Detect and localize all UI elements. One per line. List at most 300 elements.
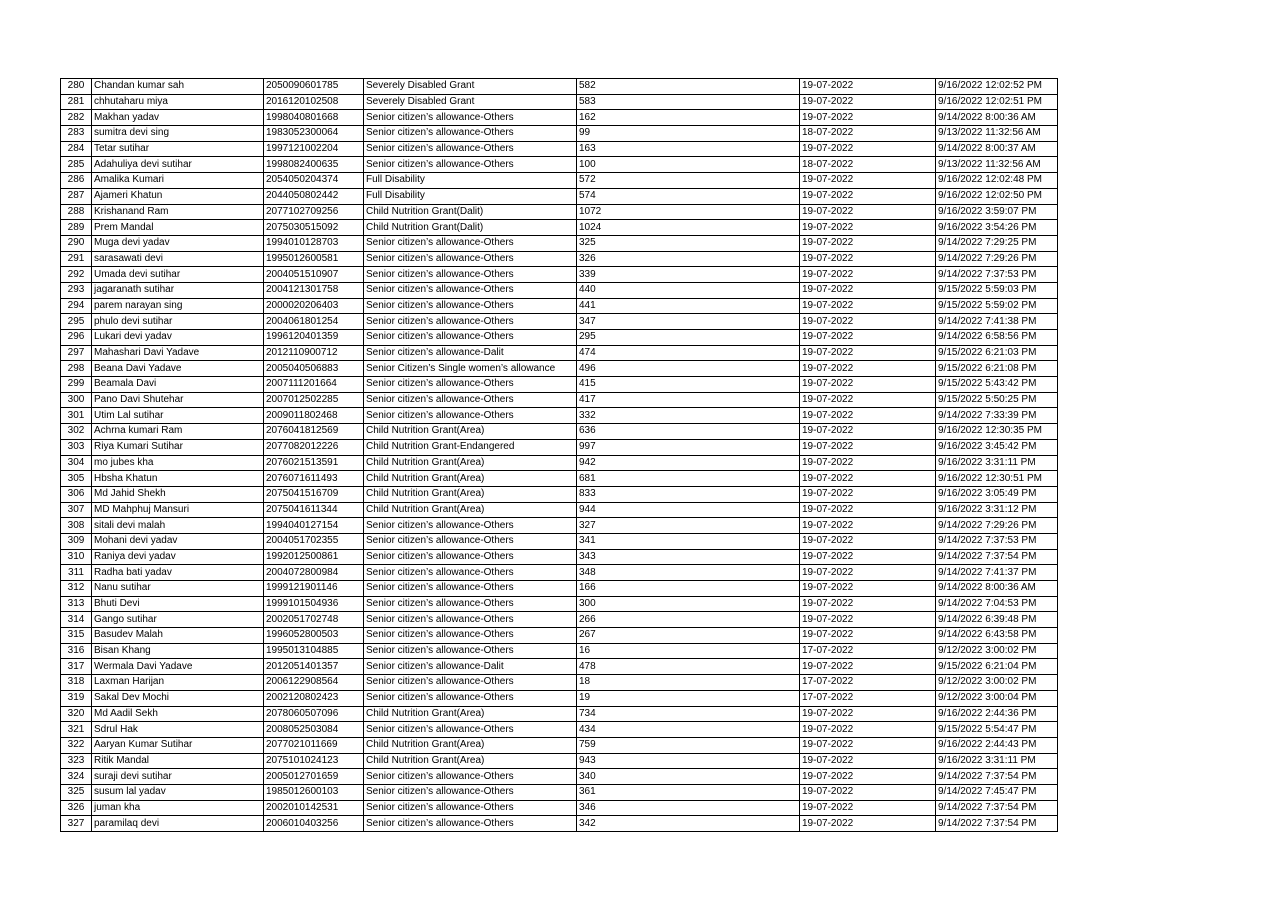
beneficiary-name-cell: Chandan kumar sah — [92, 79, 264, 95]
date-cell: 19-07-2022 — [800, 800, 936, 816]
id-number-cell: 1995012600581 — [264, 251, 364, 267]
allowance-type-cell: Child Nutrition Grant-Endangered — [364, 439, 577, 455]
serial-number-cell: 287 — [61, 188, 92, 204]
allowance-type-cell: Senior citizen’s allowance-Others — [364, 126, 577, 142]
record-number-cell: 327 — [577, 518, 800, 534]
allowance-type-cell: Senior citizen’s allowance-Dalit — [364, 659, 577, 675]
id-number-cell: 2000020206403 — [264, 298, 364, 314]
table-row — [61, 314, 1058, 330]
allowance-type-cell: Senior citizen’s allowance-Others — [364, 565, 577, 581]
date-cell: 19-07-2022 — [800, 330, 936, 346]
table-row — [61, 675, 1058, 691]
record-number-cell: 440 — [577, 282, 800, 298]
beneficiary-name-cell: paramilaq devi — [92, 816, 264, 832]
table-row — [61, 377, 1058, 393]
timestamp-cell: 9/14/2022 7:37:53 PM — [936, 267, 1058, 283]
record-number-cell: 332 — [577, 408, 800, 424]
beneficiary-name-cell: Raniya devi yadav — [92, 549, 264, 565]
allowance-type-cell: Child Nutrition Grant(Area) — [364, 502, 577, 518]
beneficiary-name-cell: Beamala Davi — [92, 377, 264, 393]
table-row — [61, 533, 1058, 549]
beneficiary-name-cell: Krishanand Ram — [92, 204, 264, 220]
beneficiary-name-cell: Aaryan Kumar Sutihar — [92, 737, 264, 753]
record-number-cell: 434 — [577, 722, 800, 738]
record-number-cell: 342 — [577, 816, 800, 832]
table-row — [61, 345, 1058, 361]
beneficiary-name-cell: susum lal yadav — [92, 784, 264, 800]
id-number-cell: 2009011802468 — [264, 408, 364, 424]
record-number-cell: 759 — [577, 737, 800, 753]
date-cell: 19-07-2022 — [800, 314, 936, 330]
serial-number-cell: 303 — [61, 439, 92, 455]
record-number-cell: 944 — [577, 502, 800, 518]
serial-number-cell: 327 — [61, 816, 92, 832]
table-row — [61, 471, 1058, 487]
serial-number-cell: 304 — [61, 455, 92, 471]
id-number-cell: 1997121002204 — [264, 141, 364, 157]
table-row — [61, 439, 1058, 455]
timestamp-cell: 9/15/2022 6:21:04 PM — [936, 659, 1058, 675]
timestamp-cell: 9/14/2022 8:00:37 AM — [936, 141, 1058, 157]
id-number-cell: 2077021011669 — [264, 737, 364, 753]
allowance-type-cell: Child Nutrition Grant(Area) — [364, 737, 577, 753]
serial-number-cell: 300 — [61, 392, 92, 408]
record-number-cell: 16 — [577, 643, 800, 659]
id-number-cell: 2076021513591 — [264, 455, 364, 471]
table-row — [61, 424, 1058, 440]
allowance-type-cell: Senior citizen’s allowance-Others — [364, 816, 577, 832]
record-number-cell: 343 — [577, 549, 800, 565]
serial-number-cell: 283 — [61, 126, 92, 142]
id-number-cell: 1995013104885 — [264, 643, 364, 659]
timestamp-cell: 9/16/2022 3:31:12 PM — [936, 502, 1058, 518]
table-body — [61, 79, 1058, 832]
record-number-cell: 574 — [577, 188, 800, 204]
date-cell: 19-07-2022 — [800, 549, 936, 565]
id-number-cell: 2002051702748 — [264, 612, 364, 628]
id-number-cell: 2077102709256 — [264, 204, 364, 220]
beneficiary-table — [60, 78, 1058, 832]
serial-number-cell: 291 — [61, 251, 92, 267]
id-number-cell: 2075030515092 — [264, 220, 364, 236]
record-number-cell: 496 — [577, 361, 800, 377]
timestamp-cell: 9/16/2022 3:54:26 PM — [936, 220, 1058, 236]
serial-number-cell: 308 — [61, 518, 92, 534]
record-number-cell: 162 — [577, 110, 800, 126]
timestamp-cell: 9/15/2022 5:54:47 PM — [936, 722, 1058, 738]
date-cell: 19-07-2022 — [800, 204, 936, 220]
id-number-cell: 2007111201664 — [264, 377, 364, 393]
beneficiary-name-cell: Mohani devi yadav — [92, 533, 264, 549]
record-number-cell: 1024 — [577, 220, 800, 236]
timestamp-cell: 9/16/2022 12:02:50 PM — [936, 188, 1058, 204]
date-cell: 19-07-2022 — [800, 471, 936, 487]
date-cell: 17-07-2022 — [800, 643, 936, 659]
serial-number-cell: 326 — [61, 800, 92, 816]
timestamp-cell: 9/13/2022 11:32:56 AM — [936, 157, 1058, 173]
serial-number-cell: 315 — [61, 628, 92, 644]
id-number-cell: 2006122908564 — [264, 675, 364, 691]
id-number-cell: 1994010128703 — [264, 235, 364, 251]
beneficiary-name-cell: phulo devi sutihar — [92, 314, 264, 330]
serial-number-cell: 289 — [61, 220, 92, 236]
table-row — [61, 173, 1058, 189]
record-number-cell: 18 — [577, 675, 800, 691]
beneficiary-name-cell: Nanu sutihar — [92, 581, 264, 597]
record-number-cell: 361 — [577, 784, 800, 800]
date-cell: 19-07-2022 — [800, 502, 936, 518]
date-cell: 19-07-2022 — [800, 361, 936, 377]
record-number-cell: 681 — [577, 471, 800, 487]
beneficiary-name-cell: Hbsha Khatun — [92, 471, 264, 487]
timestamp-cell: 9/14/2022 7:41:38 PM — [936, 314, 1058, 330]
timestamp-cell: 9/14/2022 7:37:54 PM — [936, 816, 1058, 832]
timestamp-cell: 9/14/2022 7:37:54 PM — [936, 800, 1058, 816]
beneficiary-name-cell: Mahashari Davi Yadave — [92, 345, 264, 361]
record-number-cell: 997 — [577, 439, 800, 455]
allowance-type-cell: Senior citizen’s allowance-Others — [364, 581, 577, 597]
record-number-cell: 478 — [577, 659, 800, 675]
allowance-type-cell: Child Nutrition Grant(Dalit) — [364, 220, 577, 236]
table-row — [61, 126, 1058, 142]
table-row — [61, 612, 1058, 628]
date-cell: 19-07-2022 — [800, 706, 936, 722]
beneficiary-name-cell: Ritik Mandal — [92, 753, 264, 769]
serial-number-cell: 298 — [61, 361, 92, 377]
beneficiary-name-cell: Adahuliya devi sutihar — [92, 157, 264, 173]
timestamp-cell: 9/14/2022 7:37:54 PM — [936, 769, 1058, 785]
allowance-type-cell: Senior citizen’s allowance-Others — [364, 141, 577, 157]
allowance-type-cell: Severely Disabled Grant — [364, 79, 577, 95]
date-cell: 19-07-2022 — [800, 784, 936, 800]
timestamp-cell: 9/14/2022 7:29:26 PM — [936, 251, 1058, 267]
id-number-cell: 2004051510907 — [264, 267, 364, 283]
beneficiary-name-cell: Lukari devi yadav — [92, 330, 264, 346]
beneficiary-name-cell: Sakal Dev Mochi — [92, 690, 264, 706]
date-cell: 19-07-2022 — [800, 141, 936, 157]
beneficiary-name-cell: Muga devi yadav — [92, 235, 264, 251]
allowance-type-cell: Senior citizen’s allowance-Others — [364, 628, 577, 644]
table-row — [61, 94, 1058, 110]
timestamp-cell: 9/14/2022 7:29:26 PM — [936, 518, 1058, 534]
id-number-cell: 2005040506883 — [264, 361, 364, 377]
serial-number-cell: 293 — [61, 282, 92, 298]
beneficiary-name-cell: suraji devi sutihar — [92, 769, 264, 785]
beneficiary-name-cell: sarasawati devi — [92, 251, 264, 267]
record-number-cell: 295 — [577, 330, 800, 346]
beneficiary-name-cell: Gango sutihar — [92, 612, 264, 628]
serial-number-cell: 310 — [61, 549, 92, 565]
beneficiary-name-cell: chhutaharu miya — [92, 94, 264, 110]
timestamp-cell: 9/12/2022 3:00:04 PM — [936, 690, 1058, 706]
id-number-cell: 1998082400635 — [264, 157, 364, 173]
date-cell: 18-07-2022 — [800, 157, 936, 173]
allowance-type-cell: Child Nutrition Grant(Area) — [364, 706, 577, 722]
serial-number-cell: 312 — [61, 581, 92, 597]
table-row — [61, 282, 1058, 298]
id-number-cell: 2050090601785 — [264, 79, 364, 95]
date-cell: 19-07-2022 — [800, 282, 936, 298]
timestamp-cell: 9/14/2022 7:29:25 PM — [936, 235, 1058, 251]
table-row — [61, 784, 1058, 800]
timestamp-cell: 9/12/2022 3:00:02 PM — [936, 643, 1058, 659]
timestamp-cell: 9/15/2022 6:21:08 PM — [936, 361, 1058, 377]
record-number-cell: 99 — [577, 126, 800, 142]
beneficiary-name-cell: sumitra devi sing — [92, 126, 264, 142]
serial-number-cell: 309 — [61, 533, 92, 549]
record-number-cell: 582 — [577, 79, 800, 95]
date-cell: 19-07-2022 — [800, 816, 936, 832]
record-number-cell: 636 — [577, 424, 800, 440]
allowance-type-cell: Senior citizen’s allowance-Others — [364, 267, 577, 283]
id-number-cell: 2075101024123 — [264, 753, 364, 769]
id-number-cell: 2078060507096 — [264, 706, 364, 722]
record-number-cell: 943 — [577, 753, 800, 769]
table-row — [61, 392, 1058, 408]
serial-number-cell: 314 — [61, 612, 92, 628]
record-number-cell: 325 — [577, 235, 800, 251]
beneficiary-name-cell: Bhuti Devi — [92, 596, 264, 612]
date-cell: 19-07-2022 — [800, 235, 936, 251]
date-cell: 19-07-2022 — [800, 737, 936, 753]
timestamp-cell: 9/14/2022 8:00:36 AM — [936, 110, 1058, 126]
timestamp-cell: 9/16/2022 12:30:35 PM — [936, 424, 1058, 440]
beneficiary-name-cell: mo jubes kha — [92, 455, 264, 471]
timestamp-cell: 9/14/2022 7:37:53 PM — [936, 533, 1058, 549]
date-cell: 17-07-2022 — [800, 690, 936, 706]
id-number-cell: 2076071611493 — [264, 471, 364, 487]
beneficiary-name-cell: sitali devi malah — [92, 518, 264, 534]
id-number-cell: 2054050204374 — [264, 173, 364, 189]
date-cell: 19-07-2022 — [800, 581, 936, 597]
allowance-type-cell: Senior citizen’s allowance-Others — [364, 314, 577, 330]
date-cell: 19-07-2022 — [800, 392, 936, 408]
date-cell: 19-07-2022 — [800, 267, 936, 283]
serial-number-cell: 296 — [61, 330, 92, 346]
timestamp-cell: 9/16/2022 3:31:11 PM — [936, 455, 1058, 471]
allowance-type-cell: Senior citizen’s allowance-Others — [364, 596, 577, 612]
beneficiary-name-cell: Ajameri Khatun — [92, 188, 264, 204]
id-number-cell: 2044050802442 — [264, 188, 364, 204]
timestamp-cell: 9/13/2022 11:32:56 AM — [936, 126, 1058, 142]
timestamp-cell: 9/16/2022 3:31:11 PM — [936, 753, 1058, 769]
timestamp-cell: 9/16/2022 3:59:07 PM — [936, 204, 1058, 220]
date-cell: 19-07-2022 — [800, 518, 936, 534]
date-cell: 19-07-2022 — [800, 173, 936, 189]
table-row — [61, 800, 1058, 816]
allowance-type-cell: Senior citizen’s allowance-Others — [364, 722, 577, 738]
id-number-cell: 1999101504936 — [264, 596, 364, 612]
table-row — [61, 408, 1058, 424]
record-number-cell: 474 — [577, 345, 800, 361]
timestamp-cell: 9/16/2022 12:02:48 PM — [936, 173, 1058, 189]
date-cell: 19-07-2022 — [800, 628, 936, 644]
serial-number-cell: 305 — [61, 471, 92, 487]
table-row — [61, 643, 1058, 659]
allowance-type-cell: Senior citizen’s allowance-Others — [364, 235, 577, 251]
id-number-cell: 2007012502285 — [264, 392, 364, 408]
table-row — [61, 753, 1058, 769]
table-row — [61, 769, 1058, 785]
table-row — [61, 188, 1058, 204]
serial-number-cell: 285 — [61, 157, 92, 173]
timestamp-cell: 9/14/2022 6:43:58 PM — [936, 628, 1058, 644]
date-cell: 19-07-2022 — [800, 94, 936, 110]
timestamp-cell: 9/16/2022 3:45:42 PM — [936, 439, 1058, 455]
beneficiary-name-cell: Prem Mandal — [92, 220, 264, 236]
record-number-cell: 1072 — [577, 204, 800, 220]
date-cell: 19-07-2022 — [800, 408, 936, 424]
serial-number-cell: 322 — [61, 737, 92, 753]
serial-number-cell: 297 — [61, 345, 92, 361]
record-number-cell: 347 — [577, 314, 800, 330]
serial-number-cell: 313 — [61, 596, 92, 612]
date-cell: 19-07-2022 — [800, 79, 936, 95]
record-number-cell: 942 — [577, 455, 800, 471]
allowance-type-cell: Senior citizen’s allowance-Others — [364, 643, 577, 659]
allowance-type-cell: Senior citizen’s allowance-Others — [364, 377, 577, 393]
id-number-cell: 2012051401357 — [264, 659, 364, 675]
record-number-cell: 341 — [577, 533, 800, 549]
allowance-type-cell: Senior citizen’s allowance-Others — [364, 800, 577, 816]
table-row — [61, 565, 1058, 581]
beneficiary-name-cell: Basudev Malah — [92, 628, 264, 644]
beneficiary-name-cell: Amalika Kumari — [92, 173, 264, 189]
allowance-type-cell: Full Disability — [364, 173, 577, 189]
timestamp-cell: 9/16/2022 2:44:36 PM — [936, 706, 1058, 722]
serial-number-cell: 292 — [61, 267, 92, 283]
beneficiary-name-cell: Md Aadil Sekh — [92, 706, 264, 722]
id-number-cell: 2008052503084 — [264, 722, 364, 738]
allowance-type-cell: Senior citizen’s allowance-Others — [364, 282, 577, 298]
allowance-type-cell: Senior citizen’s allowance-Others — [364, 784, 577, 800]
allowance-type-cell: Child Nutrition Grant(Dalit) — [364, 204, 577, 220]
id-number-cell: 2005012701659 — [264, 769, 364, 785]
timestamp-cell: 9/16/2022 12:02:52 PM — [936, 79, 1058, 95]
allowance-type-cell: Senior citizen’s allowance-Others — [364, 157, 577, 173]
id-number-cell: 1983052300064 — [264, 126, 364, 142]
date-cell: 19-07-2022 — [800, 110, 936, 126]
timestamp-cell: 9/15/2022 5:50:25 PM — [936, 392, 1058, 408]
table-row — [61, 267, 1058, 283]
table-row — [61, 220, 1058, 236]
allowance-type-cell: Senior citizen’s allowance-Others — [364, 330, 577, 346]
serial-number-cell: 294 — [61, 298, 92, 314]
allowance-type-cell: Senior citizen’s allowance-Dalit — [364, 345, 577, 361]
beneficiary-name-cell: jagaranath sutihar — [92, 282, 264, 298]
beneficiary-name-cell: Bisan Khang — [92, 643, 264, 659]
record-number-cell: 415 — [577, 377, 800, 393]
serial-number-cell: 317 — [61, 659, 92, 675]
allowance-type-cell: Senior citizen’s allowance-Others — [364, 769, 577, 785]
id-number-cell: 1998040801668 — [264, 110, 364, 126]
date-cell: 19-07-2022 — [800, 455, 936, 471]
beneficiary-name-cell: Sdrul Hak — [92, 722, 264, 738]
table-row — [61, 361, 1058, 377]
date-cell: 19-07-2022 — [800, 345, 936, 361]
date-cell: 19-07-2022 — [800, 753, 936, 769]
serial-number-cell: 311 — [61, 565, 92, 581]
timestamp-cell: 9/14/2022 7:41:37 PM — [936, 565, 1058, 581]
timestamp-cell: 9/14/2022 6:39:48 PM — [936, 612, 1058, 628]
allowance-type-cell: Child Nutrition Grant(Area) — [364, 753, 577, 769]
table-row — [61, 659, 1058, 675]
date-cell: 19-07-2022 — [800, 439, 936, 455]
date-cell: 19-07-2022 — [800, 565, 936, 581]
allowance-type-cell: Child Nutrition Grant(Area) — [364, 471, 577, 487]
date-cell: 19-07-2022 — [800, 533, 936, 549]
timestamp-cell: 9/14/2022 7:45:47 PM — [936, 784, 1058, 800]
serial-number-cell: 320 — [61, 706, 92, 722]
timestamp-cell: 9/12/2022 3:00:02 PM — [936, 675, 1058, 691]
beneficiary-name-cell: Radha bati yadav — [92, 565, 264, 581]
id-number-cell: 2004072800984 — [264, 565, 364, 581]
date-cell: 19-07-2022 — [800, 596, 936, 612]
timestamp-cell: 9/14/2022 7:33:39 PM — [936, 408, 1058, 424]
table-row — [61, 628, 1058, 644]
date-cell: 19-07-2022 — [800, 659, 936, 675]
date-cell: 19-07-2022 — [800, 251, 936, 267]
id-number-cell: 1992012500861 — [264, 549, 364, 565]
serial-number-cell: 323 — [61, 753, 92, 769]
beneficiary-name-cell: juman kha — [92, 800, 264, 816]
serial-number-cell: 319 — [61, 690, 92, 706]
timestamp-cell: 9/15/2022 5:59:03 PM — [936, 282, 1058, 298]
serial-number-cell: 282 — [61, 110, 92, 126]
allowance-type-cell: Senior Citizen’s Single women’s allowance — [364, 361, 577, 377]
timestamp-cell: 9/16/2022 12:30:51 PM — [936, 471, 1058, 487]
record-number-cell: 267 — [577, 628, 800, 644]
record-number-cell: 348 — [577, 565, 800, 581]
id-number-cell: 2016120102508 — [264, 94, 364, 110]
record-number-cell: 166 — [577, 581, 800, 597]
id-number-cell: 2075041611344 — [264, 502, 364, 518]
record-number-cell: 300 — [577, 596, 800, 612]
date-cell: 19-07-2022 — [800, 722, 936, 738]
id-number-cell: 2077082012226 — [264, 439, 364, 455]
timestamp-cell: 9/14/2022 6:58:56 PM — [936, 330, 1058, 346]
record-number-cell: 19 — [577, 690, 800, 706]
id-number-cell: 2075041516709 — [264, 486, 364, 502]
id-number-cell: 1985012600103 — [264, 784, 364, 800]
allowance-type-cell: Senior citizen’s allowance-Others — [364, 549, 577, 565]
id-number-cell: 2006010403256 — [264, 816, 364, 832]
date-cell: 19-07-2022 — [800, 188, 936, 204]
serial-number-cell: 306 — [61, 486, 92, 502]
record-number-cell: 441 — [577, 298, 800, 314]
timestamp-cell: 9/15/2022 6:21:03 PM — [936, 345, 1058, 361]
allowance-type-cell: Senior citizen’s allowance-Others — [364, 298, 577, 314]
serial-number-cell: 299 — [61, 377, 92, 393]
table-row — [61, 141, 1058, 157]
serial-number-cell: 325 — [61, 784, 92, 800]
beneficiary-name-cell: parem narayan sing — [92, 298, 264, 314]
timestamp-cell: 9/14/2022 7:37:54 PM — [936, 549, 1058, 565]
table-row — [61, 518, 1058, 534]
date-cell: 19-07-2022 — [800, 769, 936, 785]
beneficiary-name-cell: Tetar sutihar — [92, 141, 264, 157]
id-number-cell: 1996052800503 — [264, 628, 364, 644]
table-row — [61, 502, 1058, 518]
record-number-cell: 163 — [577, 141, 800, 157]
date-cell: 18-07-2022 — [800, 126, 936, 142]
table-row — [61, 486, 1058, 502]
serial-number-cell: 295 — [61, 314, 92, 330]
allowance-type-cell: Child Nutrition Grant(Area) — [364, 455, 577, 471]
table-row — [61, 596, 1058, 612]
table-row — [61, 581, 1058, 597]
record-number-cell: 417 — [577, 392, 800, 408]
